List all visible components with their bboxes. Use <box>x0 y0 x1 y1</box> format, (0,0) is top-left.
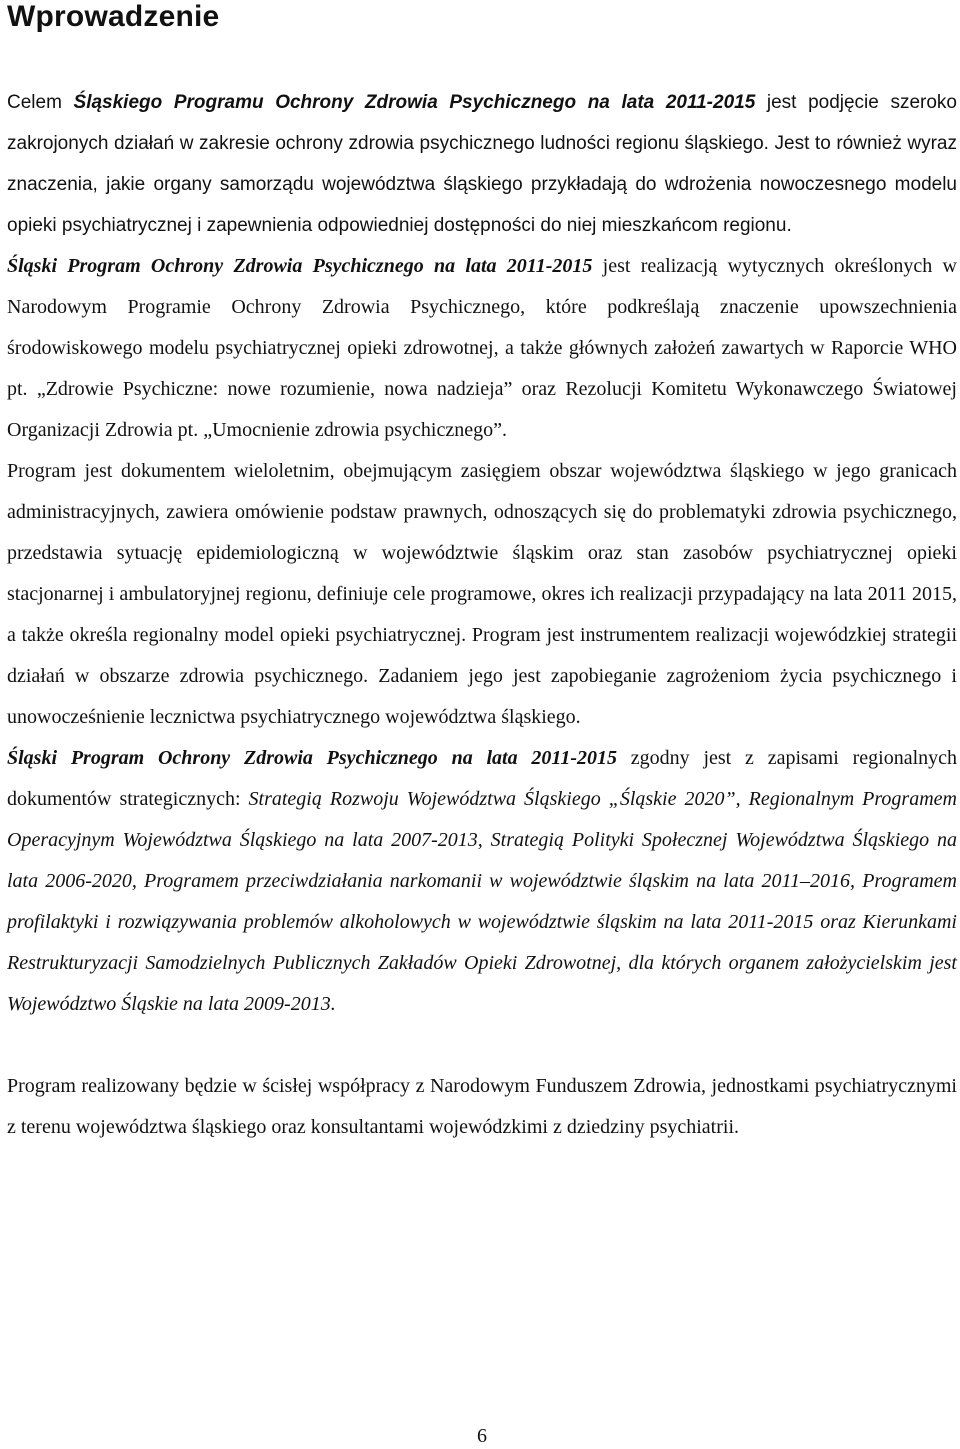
program-title-emphasis: Śląski Program Ochrony Zdrowia Psychicznego na lata 2011-2015 <box>7 747 617 769</box>
paragraph-strategies <box>7 738 957 1025</box>
paragraph-guidelines <box>7 246 957 451</box>
paragraph-cooperation: Program realizowany będzie w ścisłej współpracy z Narodowym Funduszem Zdrowia, jednostkami psychiatrycznymi z terenu województwa śląskiego oraz konsultantami wojewódzkimi z dziedziny psychiatrii. <box>7 1075 957 1138</box>
program-title-emphasis: Śląskiego Programu Ochrony Zdrowia Psychicznego na lata 2011-2015 <box>73 92 756 113</box>
page-number: 6 <box>477 1425 487 1447</box>
document-body <box>7 82 957 1148</box>
program-title-emphasis: Śląski Program Ochrony Zdrowia Psychicznego na lata 2011-2015 <box>7 255 593 277</box>
strategy-documents-list: Strategią Rozwoju Województwa Śląskiego „Śląskie 2020”, Regionalnym Programem Operacyjnym Województwa Śląskiego na lata 2007-2013, Strategią Polityki Społecznej Województwa Śląskiego na lata 2006-2020, Programem przeciwdziałania narkomanii w województwie śląskim na lata 2011–2016, Programem profilaktyki i rozwiązywania problemów alkoholowych w województwie śląskim na lata 2011-2015 oraz Kierunkami Restrukturyzacji Samodzielnych Publicznych Zakładów Opieki Zdrowotnej, dla których organem założycielskim jest Województwo Śląskie na lata 2009-2013. <box>7 788 957 1015</box>
paragraph-strategies-text: zgodny jest z zapisami regionalnych dokumentów strategicznych: <box>7 747 958 810</box>
paragraph-intro-text-c: jest podjęcie szeroko zakrojonych działań w zakresie ochrony zdrowia psychicznego ludności regionu śląskiego. Jest to również wyraz znaczenia, jakie organy samorządu województwa śląskiego przykładają do wdrożenia nowoczesnego modelu opieki psychiatrycznej i zapewnienia odpowiedniej dostępności do niej mieszkańcom regionu. <box>7 92 957 236</box>
section-heading: Wprowadzenie <box>7 0 220 33</box>
paragraph-intro-text-a: Celem <box>7 92 74 113</box>
paragraph-intro <box>7 82 957 246</box>
paragraph-scope: Program jest dokumentem wieloletnim, obejmującym zasięgiem obszar województwa śląskiego w jego granicach administracyjnych, zawiera omówienie podstaw prawnych, odnoszących się do problematyki zdrowia psychicznego, przedstawia sytuację epidemiologiczną w województwie śląskim oraz stan zasobów psychiatrycznej opieki stacjonarnej i ambulatoryjnej regionu, definiuje cele programowe, okres ich realizacji przypadający na lata 2011 2015, a także określa regionalny model opieki psychiatrycznej. Program jest instrumentem realizacji wojewódzkiej strategii działań w obszarze zdrowia psychicznego. Zadaniem jego jest zapobieganie zagrożeniom życia psychicznego i unowocześnienie lecznictwa psychiatrycznego województwa śląskiego. <box>7 460 957 728</box>
paragraph-spacer <box>7 1025 957 1066</box>
paragraph-guidelines-text: jest realizacją wytycznych określonych w Narodowym Programie Ochrony Zdrowia Psychicznego, które podkreślają znaczenie upowszechnienia środowiskowego modelu psychiatrycznej opieki zdrowotnej, a także głównych założeń zawartych w Raporcie WHO pt. „Zdrowie Psychiczne: nowe rozumienie, nowa nadzieja” oraz Rezolucji Komitetu Wykonawczego Światowej Organizacji Zdrowia pt. „Umocnienie zdrowia psychicznego”. <box>7 255 957 441</box>
document-page <box>7 0 957 1449</box>
